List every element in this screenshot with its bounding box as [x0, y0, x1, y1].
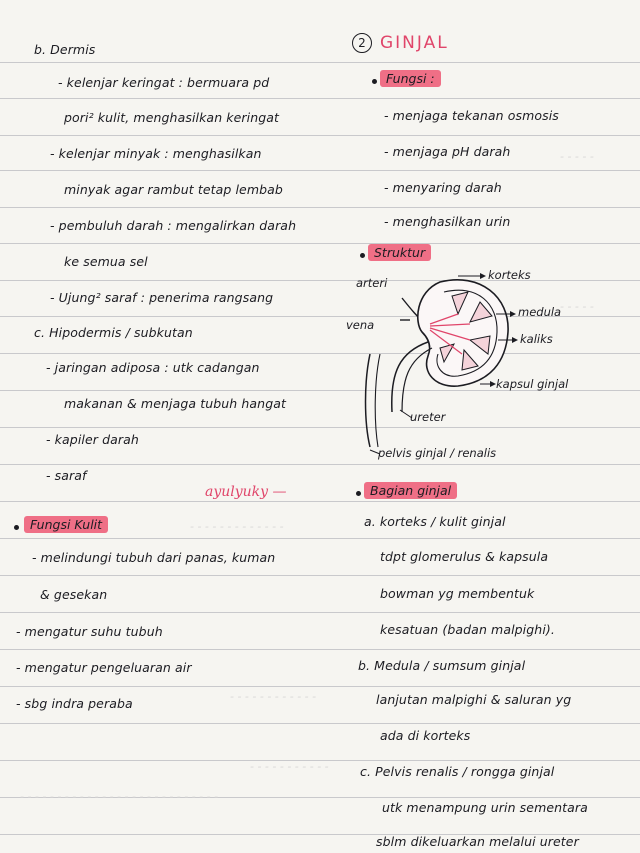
hipodermis-item: - jaringan adiposa : utk cadangan — [46, 360, 260, 375]
bullet-dot — [356, 491, 361, 496]
dermis-item: - pembuluh darah : mengalirkan darah — [50, 218, 297, 233]
hipodermis-item: - kapiler darah — [46, 432, 139, 447]
struktur-label: Struktur — [368, 244, 431, 261]
label-korteks: korteks — [488, 268, 531, 282]
notebook-page: - - - - - - - - - - - - - - - - - - - - - - - - - - - - - - - - - - - - - - - - - - - - - - - - - - - - - - - - - - - - - - - - - - - - - - - - - b. Dermis - kelenjar keringat : bermuara pd pori² kulit, menghasilkan keringat - kelenjar minyak : menghasilkan minyak agar rambut tetap lembab - pembuluh darah : mengalirkan darah ke semua sel - Ujung² saraf : penerima rangsang c. Hipodermis / subkutan - jaringan adiposa : utk cadangan makanan & menjaga tubuh hangat - kapiler darah - saraf ayulyuky — Fungsi Kulit - melindungi tubuh dari panas, kuman & gesekan - mengatur suhu tubuh - mengatur pengeluaran air - sbg indra peraba 2 GINJAL Fungsi : - menjaga tekanan osmosis - menjaga pH darah - menyaring darah - menghasilkan urin Struktur arteri vena korteks medula kaliks kapsul ginjal ureter pelvis ginjal / renalis Bagian ginjal a. korteks / kulit ginjal tdpt glomerulus & kapsula bowman yg membentuk kesatuan (badan malpighi). b. Medula / sumsum ginjal lanjutan malpighi & saluran yg ada di korteks c. Pelvis renalis / rongga ginjal utk menampung urin sementara sblm dikeluarkan melalui ureter — [0, 0, 640, 853]
dermis-item: ke semua sel — [64, 254, 148, 269]
section-number: 2 — [352, 33, 372, 53]
label-arteri: arteri — [356, 276, 388, 290]
fungsi-item: - menyaring darah — [384, 180, 502, 195]
bagian-item: sblm dikeluarkan melalui ureter — [376, 834, 579, 849]
bagian-item: utk menampung urin sementara — [382, 800, 588, 815]
bagian-item: a. korteks / kulit ginjal — [364, 514, 506, 529]
bullet-dot — [14, 525, 19, 530]
fungsi-kulit-item: & gesekan — [40, 587, 108, 602]
section-title: GINJAL — [380, 33, 449, 53]
dermis-item: pori² kulit, menghasilkan keringat — [64, 110, 280, 125]
label-pelvis: pelvis ginjal / renalis — [378, 446, 497, 460]
fungsi-item: - menjaga pH darah — [384, 144, 511, 159]
bagian-item: lanjutan malpighi & saluran yg — [376, 692, 572, 707]
dermis-item: - kelenjar keringat : bermuara pd — [58, 75, 270, 90]
label-kaliks: kaliks — [520, 332, 553, 346]
bagian-item: b. Medula / sumsum ginjal — [358, 658, 526, 673]
author-signature: ayulyuky — — [205, 484, 287, 500]
fungsi-item: - menghasilkan urin — [384, 214, 511, 229]
hipodermis-item: makanan & menjaga tubuh hangat — [64, 396, 286, 411]
label-ureter: ureter — [410, 410, 446, 424]
bagian-item: kesatuan (badan malpighi). — [380, 622, 555, 637]
label-vena: vena — [346, 318, 375, 332]
label-kapsul: kapsul ginjal — [496, 377, 569, 391]
label-medula: medula — [518, 305, 562, 319]
fungsi-label: Fungsi : — [380, 70, 441, 87]
bullet-dot — [372, 79, 377, 84]
pelvis-tube — [366, 354, 371, 447]
pelvis-tube-inner — [375, 354, 380, 447]
hipodermis-heading: c. Hipodermis / subkutan — [34, 325, 193, 340]
dermis-item: - Ujung² saraf : penerima rangsang — [50, 290, 274, 305]
dermis-item: - kelenjar minyak : menghasilkan — [50, 146, 262, 161]
ureter-line — [392, 342, 428, 412]
fungsi-kulit-item: - melindungi tubuh dari panas, kuman — [32, 550, 276, 565]
dermis-item: minyak agar rambut tetap lembab — [64, 182, 283, 197]
hipodermis-item: - saraf — [46, 468, 87, 483]
fungsi-kulit-item: - mengatur pengeluaran air — [16, 660, 192, 675]
dermis-heading: b. Dermis — [34, 42, 96, 57]
bagian-item: c. Pelvis renalis / rongga ginjal — [360, 764, 555, 779]
bullet-dot — [360, 253, 365, 258]
bagian-item: tdpt glomerulus & kapsula — [380, 549, 549, 564]
fungsi-kulit-item: - sbg indra peraba — [16, 696, 133, 711]
fungsi-kulit-label: Fungsi Kulit — [24, 516, 108, 533]
bagian-label: Bagian ginjal — [364, 482, 457, 499]
kidney-diagram — [340, 262, 640, 472]
bagian-item: bowman yg membentuk — [380, 586, 535, 601]
bagian-item: ada di korteks — [380, 728, 471, 743]
fungsi-item: - menjaga tekanan osmosis — [384, 108, 559, 123]
fungsi-kulit-item: - mengatur suhu tubuh — [16, 624, 163, 639]
